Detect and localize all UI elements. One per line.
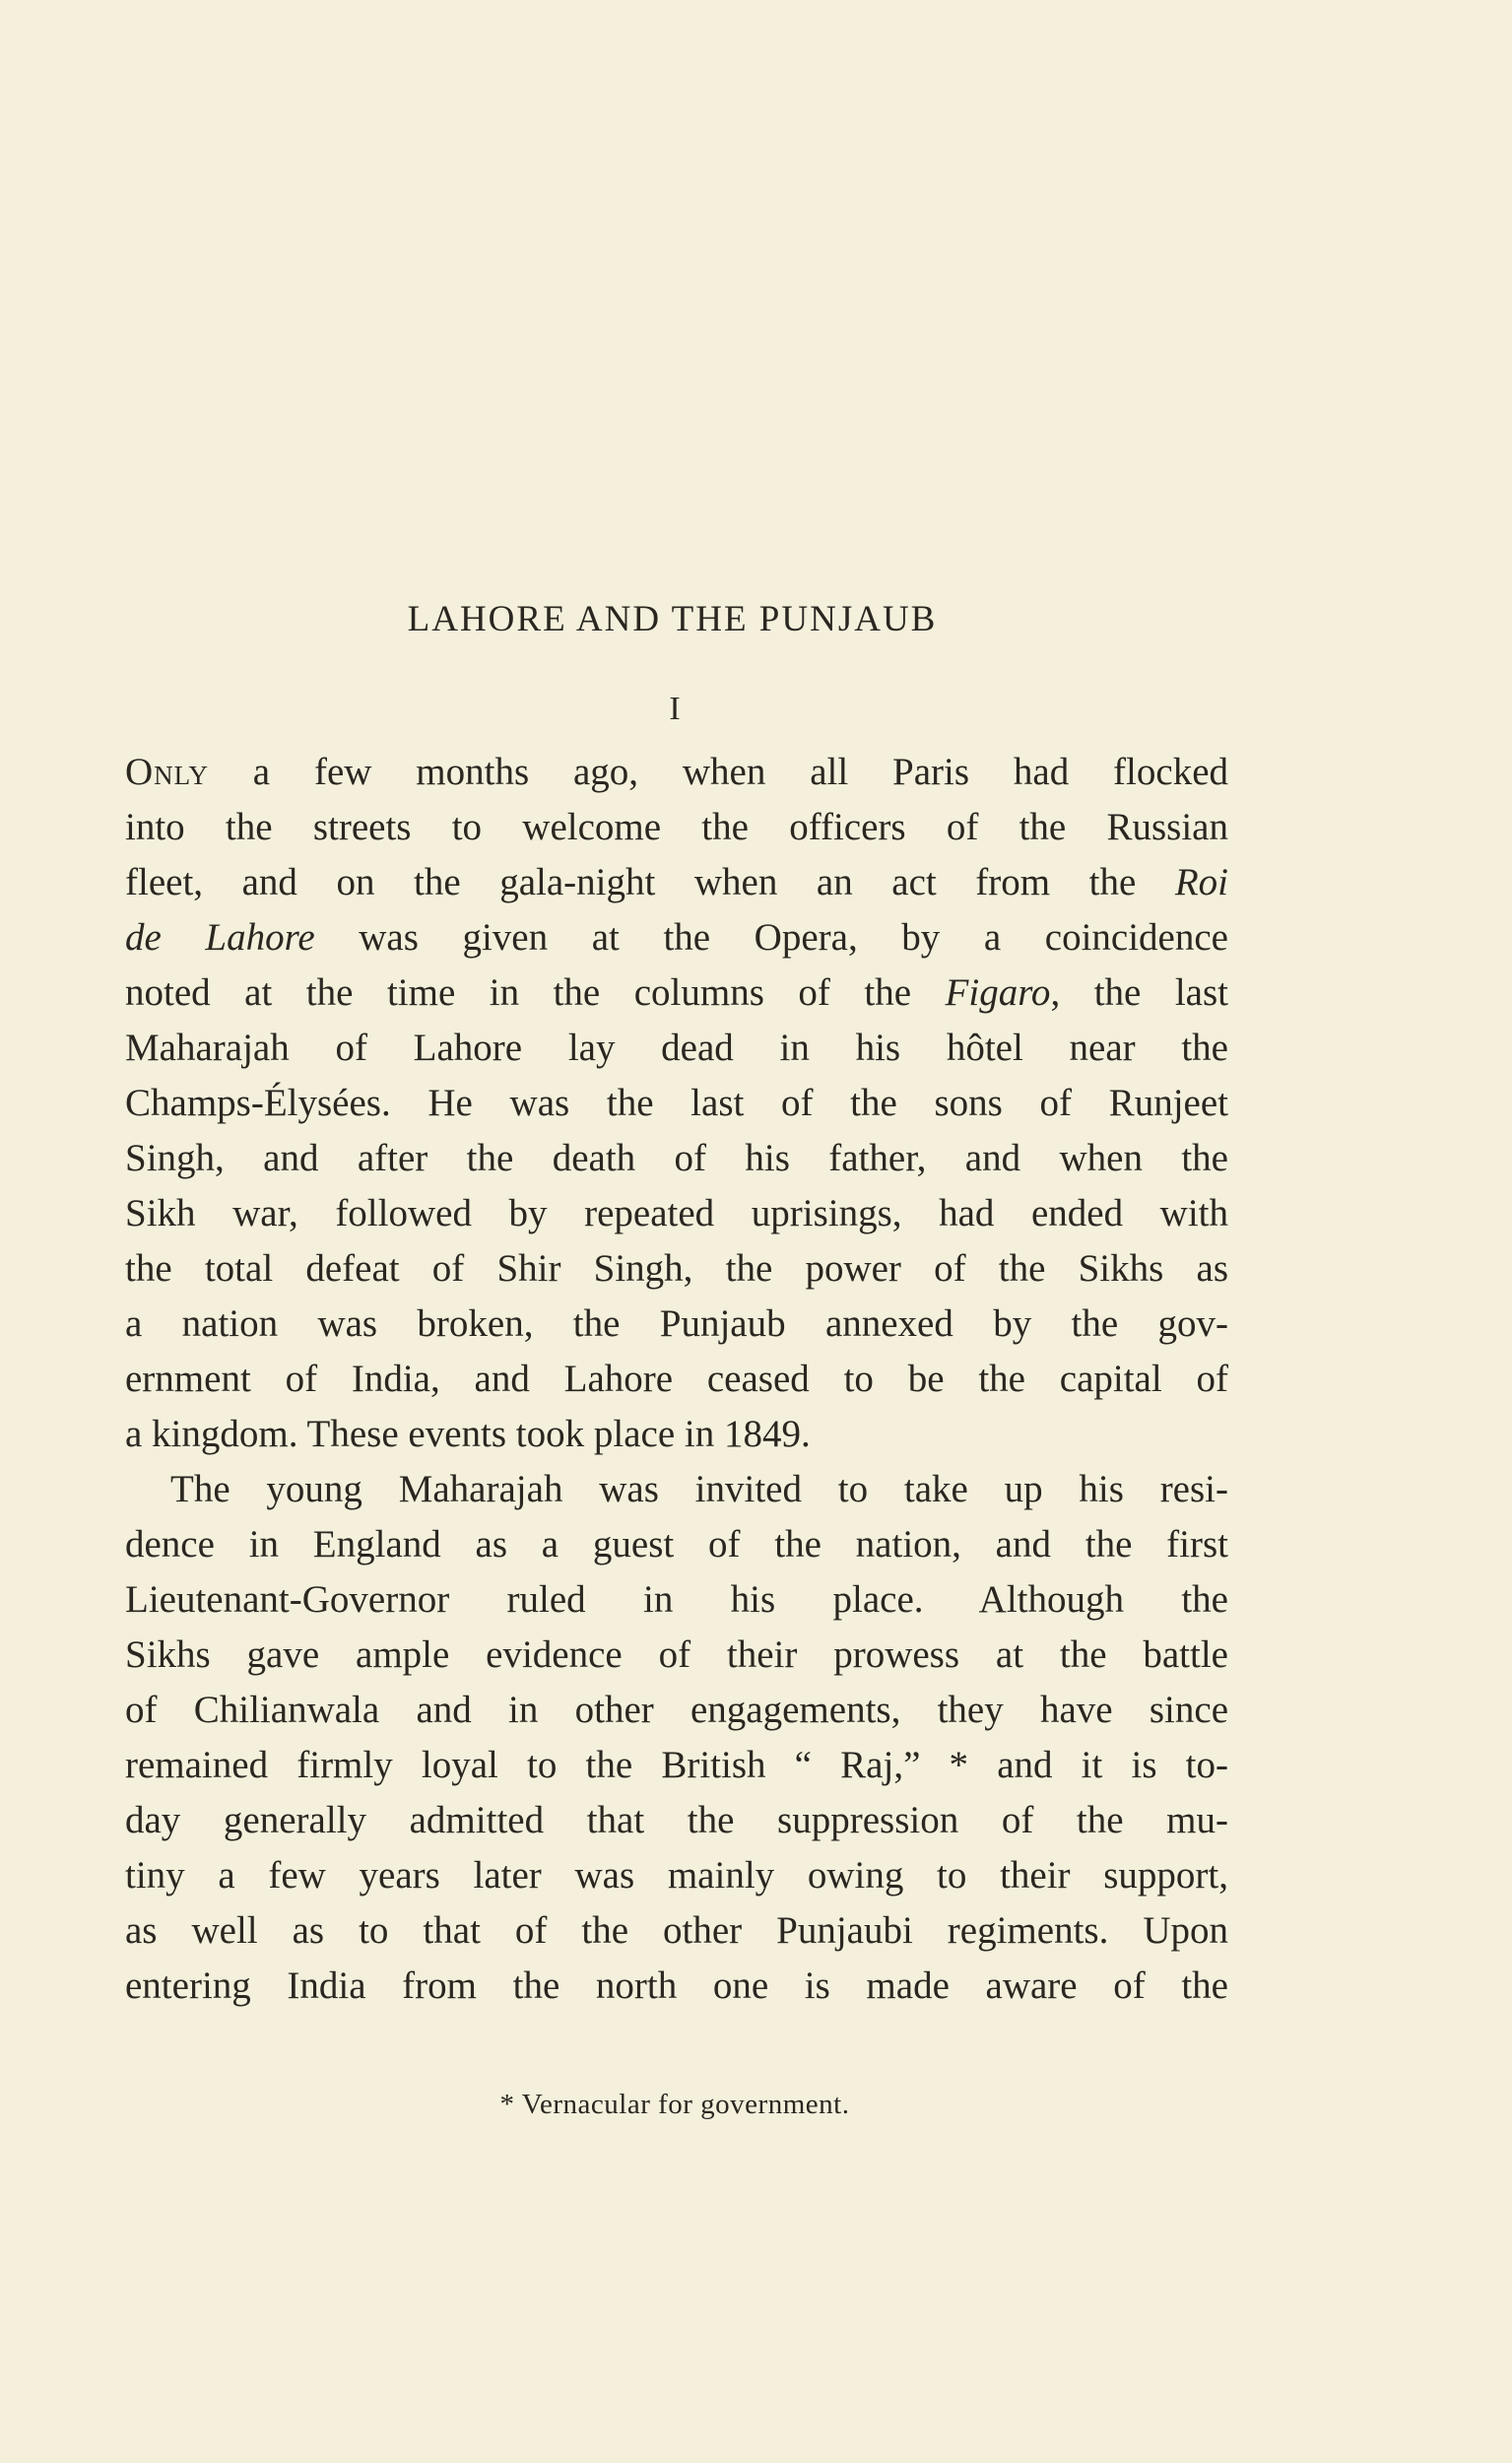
text-segment: Sikh war, followed by repeated uprisings, had ended with (125, 1192, 1228, 1234)
italic-text: Figaro (945, 971, 1051, 1014)
text-line (125, 1517, 1228, 1572)
text-line (125, 1683, 1228, 1738)
text-line (125, 1021, 1228, 1076)
text-line (125, 1241, 1228, 1297)
text-segment: dence in England as a guest of the nation, and the first (125, 1523, 1228, 1565)
text-segment: into the streets to welcome the officers of the Russian (125, 806, 1228, 848)
text-line (125, 1407, 1228, 1462)
italic-text: Roi (1174, 861, 1228, 903)
text-segment: , the last (1050, 971, 1228, 1014)
text-segment: a few months ago, when all Paris had flocked (208, 751, 1228, 793)
text-segment: as well as to that of the other Punjaubi regiments. Upon (125, 1909, 1228, 1952)
text-line (125, 1352, 1228, 1407)
text-segment: a nation was broken, the Punjaub annexed by the gov- (125, 1302, 1228, 1345)
text-line (125, 1076, 1228, 1131)
text-segment: a kingdom. These events took place in 1849. (125, 1413, 811, 1455)
text-line (125, 1903, 1228, 1959)
text-segment: remained firmly loyal to the British “ Raj,” * and it is to- (125, 1744, 1228, 1786)
small-caps-text: Only (125, 751, 209, 793)
text-segment: Sikhs gave ample evidence of their prowess at the battle (125, 1633, 1228, 1676)
text-line (125, 800, 1228, 855)
text-segment: tiny a few years later was mainly owing to their support, (125, 1854, 1228, 1897)
text-line (125, 855, 1228, 910)
text-segment: noted at the time in the columns of the (125, 971, 946, 1014)
text-segment: Lieutenant-Governor ruled in his place. Although the (125, 1578, 1228, 1621)
italic-text: de Lahore (125, 916, 315, 959)
text-segment: day generally admitted that the suppression of the mu- (125, 1799, 1228, 1841)
text-segment: entering India from the north one is made aware of the (125, 1964, 1228, 2007)
text-line (125, 745, 1228, 800)
text-segment: ernment of India, and Lahore ceased to be the capital of (125, 1358, 1228, 1400)
text-line (125, 1462, 1228, 1517)
text-segment: was given at the Opera, by a coincidence (314, 916, 1228, 959)
text-line (125, 1628, 1228, 1683)
text-line (125, 1297, 1228, 1352)
text-line (125, 1572, 1228, 1628)
text-line (125, 1959, 1228, 2014)
text-line (125, 1793, 1228, 1848)
footnote: * Vernacular for government. (499, 2089, 850, 2120)
text-segment: fleet, and on the gala-night when an act from the (125, 861, 1175, 903)
body-text (125, 745, 1228, 2014)
text-segment: Maharajah of Lahore lay dead in his hôtel near the (125, 1027, 1228, 1069)
text-line (125, 1738, 1228, 1793)
chapter-title: LAHORE AND THE PUNJAUB (407, 599, 938, 639)
text-line (125, 1848, 1228, 1903)
text-line (125, 1131, 1228, 1186)
text-segment: Champs-Élysées. He was the last of the sons of Runjeet (125, 1082, 1228, 1124)
text-segment: The young Maharajah was invited to take up his resi- (170, 1468, 1228, 1510)
text-line (125, 965, 1228, 1021)
section-numeral: I (669, 691, 681, 727)
text-segment: of Chilianwala and in other engagements, they have since (125, 1689, 1228, 1731)
text-line (125, 1186, 1228, 1241)
text-segment: the total defeat of Shir Singh, the power of the Sikhs as (125, 1247, 1228, 1290)
text-line (125, 910, 1228, 965)
text-segment: Singh, and after the death of his father, and when the (125, 1137, 1228, 1179)
